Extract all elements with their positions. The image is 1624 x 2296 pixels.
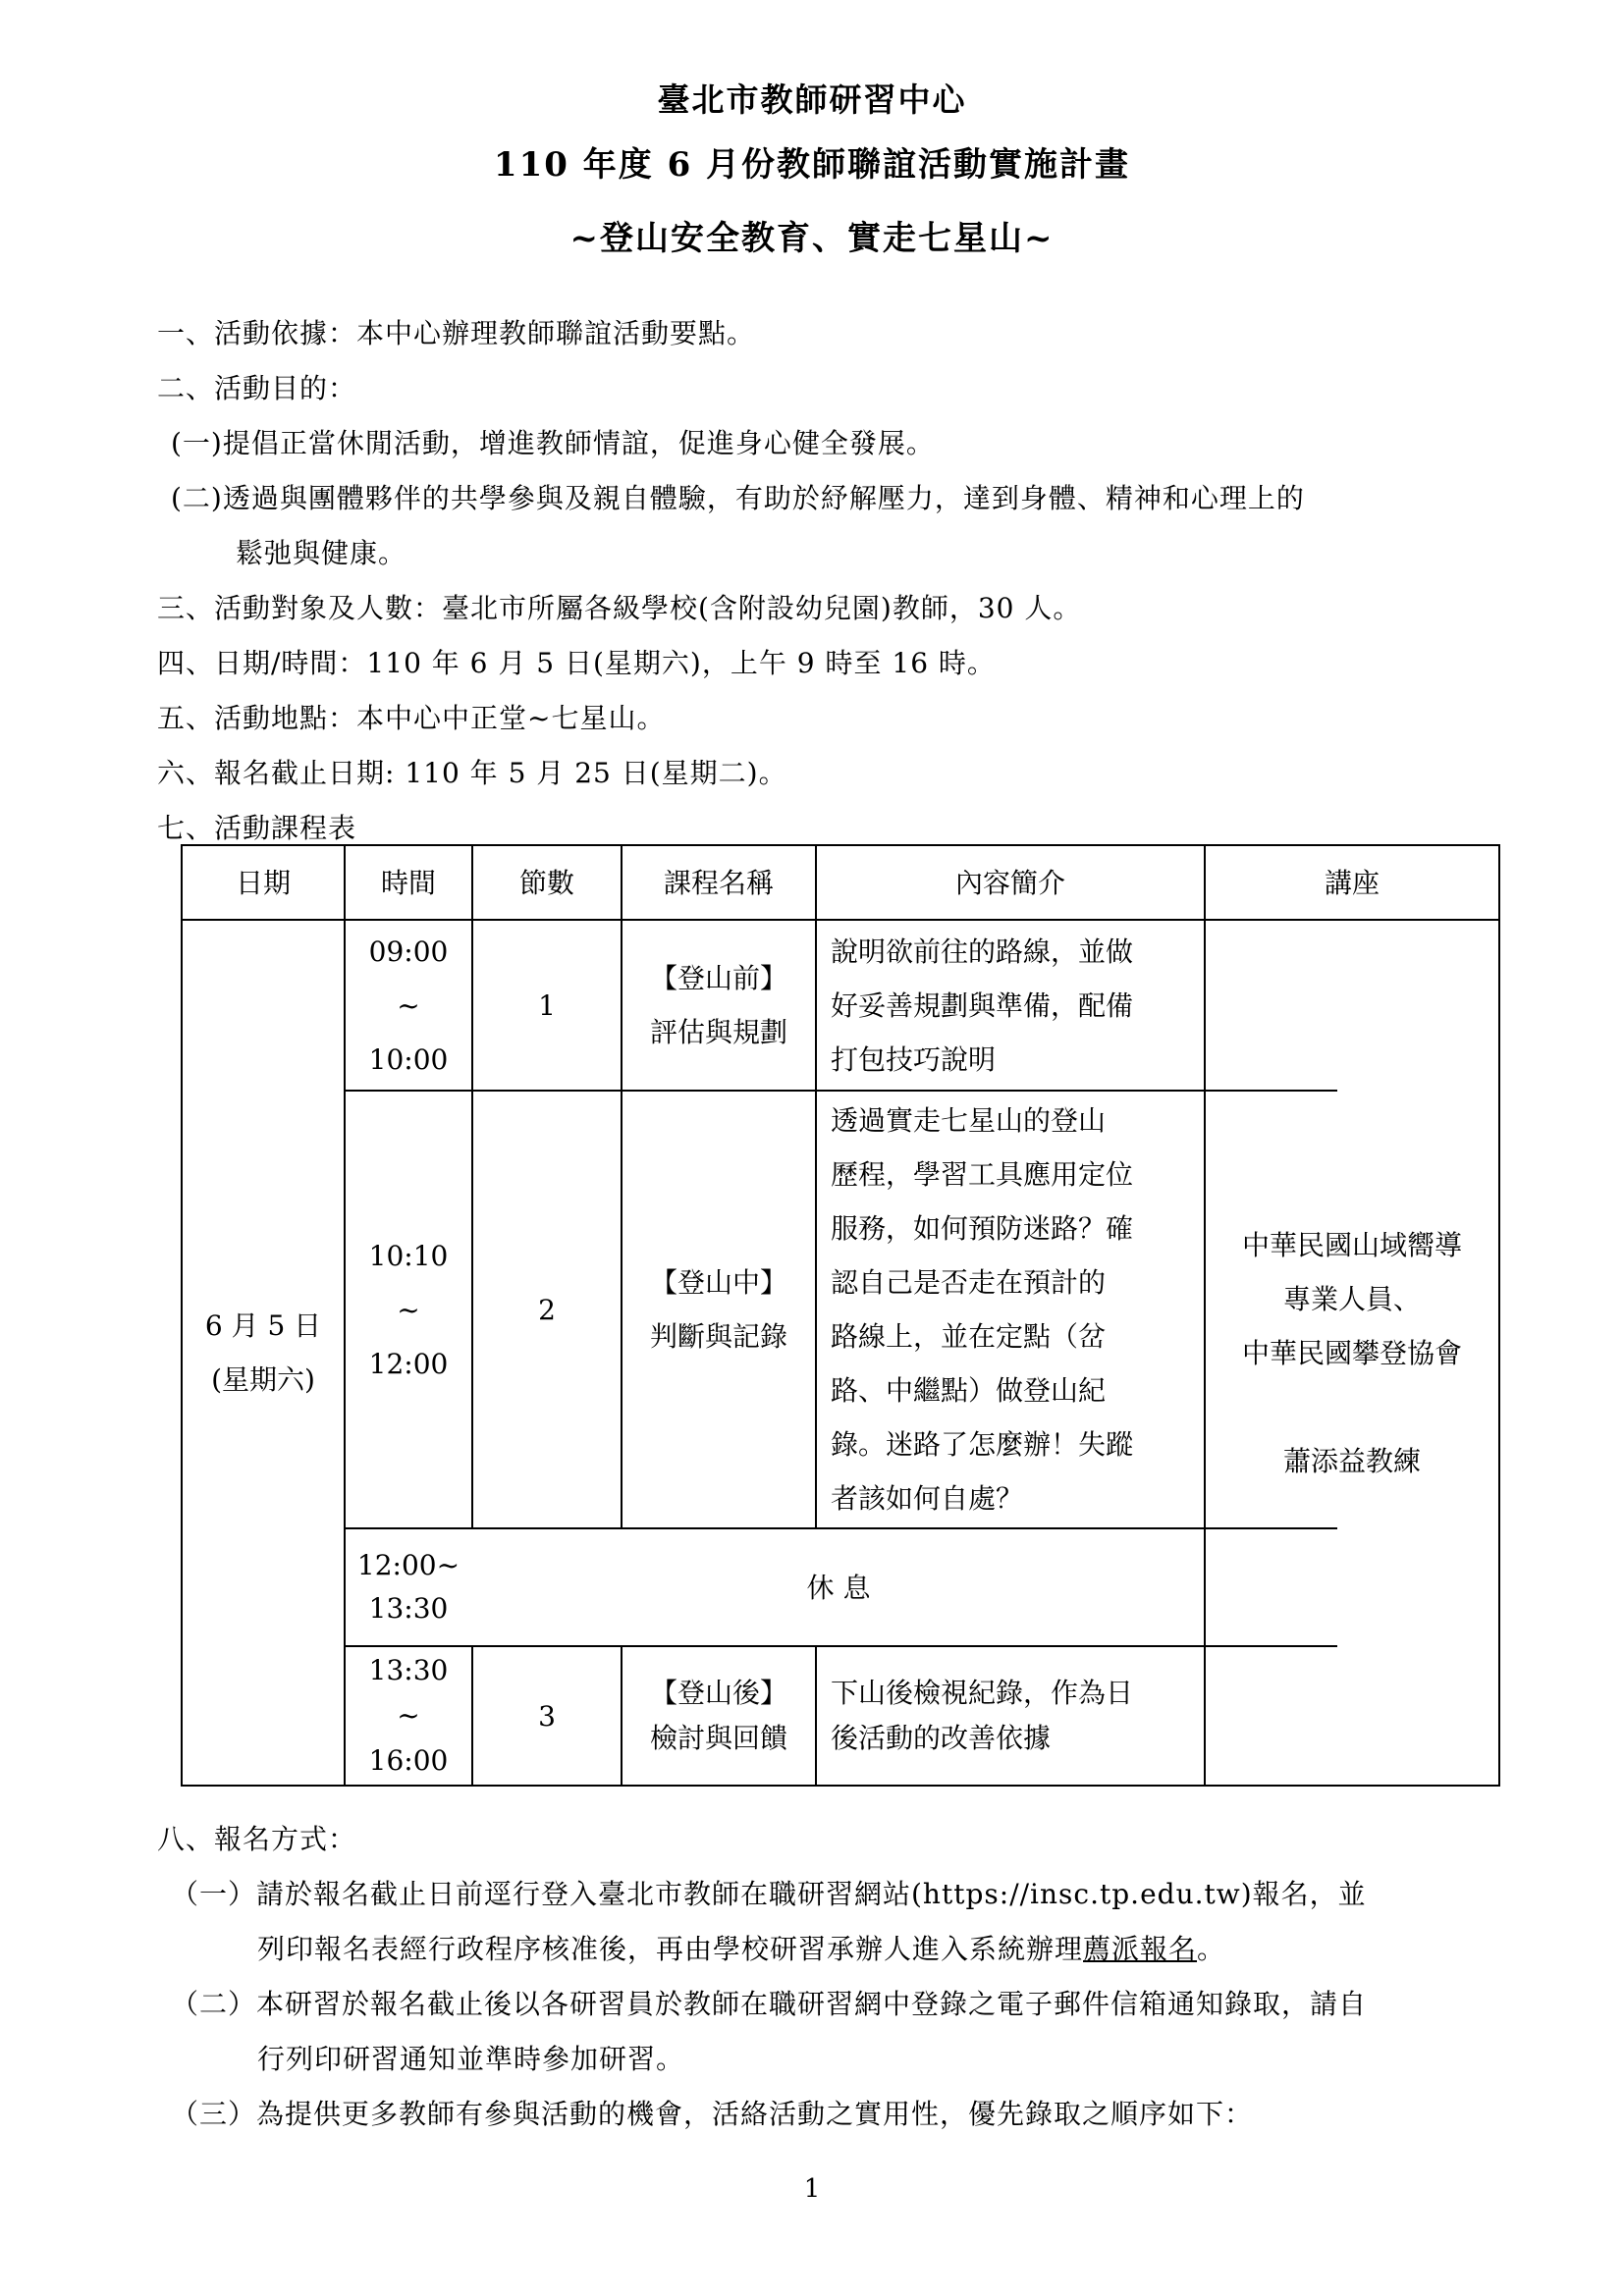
row-3-time: 13:30 ~ 16:00 — [368, 1654, 449, 1777]
section-2-heading: 二、活動目的： — [157, 372, 357, 404]
section-7-heading: 七、活動課程表 — [157, 812, 357, 844]
row-rest-time: 12:00~ 13:30 — [356, 1549, 460, 1625]
section-8-item-1: （一）請於報名截止日前逕行登入臺北市教師在職研習網站(https://insc.tp.edu.tw)報名，並 — [171, 1878, 1367, 1910]
section-1-basis: 一、活動依據：本中心辦理教師聯誼活動要點。 — [157, 317, 756, 349]
row-2-period: 2 — [538, 1293, 556, 1326]
row-1-time: 09:00 ~ 10:00 — [368, 934, 449, 1076]
section-8-item-2-cont: 行列印研習通知並準時參加研習。 — [257, 2043, 685, 2075]
row-3-content: 下山後檢視紀錄，作為日 後活動的改善依據 — [831, 1677, 1134, 1754]
row-2-time: 10:10 ~ 12:00 — [368, 1239, 449, 1380]
header-course: 課程名稱 — [663, 866, 774, 899]
section-2-item-1: (一)提倡正當休閒活動，增進教師情誼，促進身心健全發展。 — [171, 427, 935, 459]
page-number: 1 — [803, 2174, 821, 2204]
document-subtitle: 110 年度 6 月份教師聯誼活動實施計畫 — [493, 145, 1131, 185]
row-3-period: 3 — [538, 1699, 556, 1733]
row-1-content: 說明欲前往的路線，並做 好妥善規劃與準備，配備 打包技巧說明 — [831, 934, 1134, 1076]
lecturer-cell: 中華民國山域嚮導 專業人員、 中華民國攀登協會 蕭添益教練 — [1241, 1228, 1462, 1477]
row-1-period: 1 — [538, 988, 556, 1022]
section-8-item-3: （三）為提供更多教師有參與活動的機會，活絡活動之實用性，優先錄取之順序如下： — [171, 2098, 1254, 2130]
row-3-course: 【登山後】 檢討與回饋 — [649, 1677, 787, 1754]
document-theme: ~登山安全教育、實走七星山~ — [569, 219, 1055, 258]
section-8-heading: 八、報名方式： — [157, 1823, 357, 1855]
row-rest-label: 休 息 — [806, 1571, 871, 1604]
section-3-participants: 三、活動對象及人數：臺北市所屬各級學校(含附設幼兒園)教師，30 人。 — [157, 592, 1082, 624]
section-5-location: 五、活動地點：本中心中正堂~七星山。 — [157, 702, 666, 734]
header-lecturer: 講座 — [1324, 866, 1380, 899]
section-2-item-2-cont: 鬆弛與健康。 — [236, 537, 407, 569]
header-period: 節數 — [518, 866, 574, 899]
section-8-item-1-cont: 列印報名表經行政程序核准後，再由學校研習承辦人進入系統辦理薦派報名。 — [257, 1933, 1226, 1965]
row-2-course: 【登山中】 判斷與記錄 — [649, 1266, 787, 1353]
nomination-registration-text: 薦派報名 — [1083, 1933, 1198, 1965]
header-content: 內容簡介 — [954, 866, 1065, 899]
section-8-item-2: （二）本研習於報名截止後以各研習員於教師在職研習網中登錄之電子郵件信箱通知錄取，請自 — [171, 1988, 1368, 2020]
date-cell: 6 月 5 日 (星期六) — [204, 1309, 322, 1396]
course-schedule-table — [181, 844, 1500, 1787]
section-4-datetime: 四、日期/時間：110 年 6 月 5 日(星期六)，上午 9 時至 16 時。 — [157, 647, 996, 679]
section-2-item-2: (二)透過與團體夥伴的共學參與及親自體驗，有助於紓解壓力，達到身體、精神和心理上的 — [171, 482, 1305, 514]
row-1-course: 【登山前】 評估與規劃 — [649, 962, 787, 1048]
row-2-content: 透過實走七星山的登山 歷程，學習工具應用定位 服務，如何預防迷路？確 認自己是否走在預計的 路線上，並在定點（岔 路、中繼點）做登山紀 錄。迷路了怎麼辦！失蹤 者該如何自處？ — [831, 1104, 1134, 1515]
header-date: 日期 — [235, 866, 291, 899]
header-time: 時間 — [380, 866, 436, 899]
section-6-deadline: 六、報名截止日期: 110 年 5 月 25 日(星期二)。 — [157, 757, 787, 789]
document-title: 臺北市教師研習中心 — [657, 80, 967, 119]
